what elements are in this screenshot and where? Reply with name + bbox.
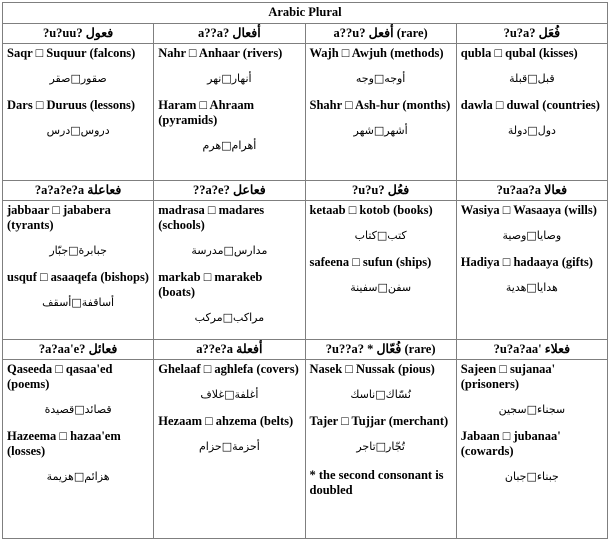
arabic-text: أشهر□شهر <box>353 124 408 137</box>
examples-cell <box>3 201 154 340</box>
examples-row-3 <box>3 360 608 539</box>
arabic-text: جبابرة□جبّار <box>49 244 107 257</box>
arabic-text: كتب□كتاب <box>354 229 407 242</box>
examples-row-1 <box>3 44 608 181</box>
examples-cell <box>154 44 305 181</box>
pattern-header: ?u?a? فُعَل <box>456 24 607 44</box>
arabic-plural-table <box>2 2 608 539</box>
transliteration: Nasek □ Nussak (pious) <box>309 362 435 376</box>
transliteration: Tajer □ Tujjar (merchant) <box>309 414 449 428</box>
arabic-text: صقور□صقر <box>49 72 107 85</box>
transliteration: Wajh □ Awjuh (methods) <box>309 46 444 60</box>
examples-cell <box>154 360 305 539</box>
arabic-text: سفن□سفينة <box>350 281 412 294</box>
pattern-header: a??e?a أفعلة <box>154 340 305 360</box>
transliteration: jabbaar □ jababera (tyrants) <box>7 203 111 232</box>
arabic-text: أهرام□هرم <box>202 139 257 152</box>
arabic-text: قصائد□قصيدة <box>44 403 112 416</box>
transliteration: ketaab □ kotob (books) <box>309 203 433 217</box>
arabic-text: وصايا□وصية <box>502 229 562 242</box>
arabic-text: هدايا□هدية <box>505 281 558 294</box>
transliteration: qubla □ qubal (kisses) <box>460 46 578 60</box>
transliteration: Wasiya □ Wasaaya (wills) <box>460 203 597 217</box>
examples-cell <box>456 360 607 539</box>
pattern-header: ?a?a?e?a فعاعلة <box>3 181 154 201</box>
pattern-header: ?u?uu? فعول <box>3 24 154 44</box>
transliteration: Dars □ Duruus (lessons) <box>7 98 136 112</box>
header-row-1 <box>3 24 608 44</box>
transliteration: markab □ marakeb (boats) <box>158 270 263 299</box>
transliteration: Haram □ Ahraam (pyramids) <box>158 98 254 127</box>
arabic-text: قبل□قبلة <box>509 72 555 85</box>
pattern-header: ?u??a? * فُعّال (rare) <box>305 340 456 360</box>
arabic-text: أنهار□نهر <box>207 72 252 85</box>
transliteration: Jabaan □ jubanaa' (cowards) <box>460 429 561 458</box>
arabic-text: دول□دولة <box>507 124 556 137</box>
transliteration: Hadiya □ hadaaya (gifts) <box>460 255 593 269</box>
arabic-text: دروس□درس <box>46 124 110 137</box>
transliteration: Hezaam □ ahzema (belts) <box>158 414 294 428</box>
pattern-header: ?u?aa?a فعالا <box>456 181 607 201</box>
examples-cell <box>456 44 607 181</box>
examples-cell <box>456 201 607 340</box>
pattern-header: ?a?aa'e? فعائل <box>3 340 154 360</box>
pattern-header: ??a?e? فعاعل <box>154 181 305 201</box>
pattern-header: a??a? أفعال <box>154 24 305 44</box>
arabic-text: مراكب□مركب <box>194 311 265 324</box>
table-title: Arabic Plural <box>3 3 608 24</box>
examples-cell <box>3 44 154 181</box>
transliteration: dawla □ duwal (countries) <box>460 98 600 112</box>
transliteration: Sajeen □ sujanaa' (prisoners) <box>460 362 556 391</box>
transliteration: safeena □ sufun (ships) <box>309 255 432 269</box>
examples-cell <box>3 360 154 539</box>
pattern-header: ?u?u? فعُل <box>305 181 456 201</box>
arabic-text: أساقفة□أسقف <box>42 296 115 309</box>
examples-row-2 <box>3 201 608 340</box>
arabic-text: سجناء□سجين <box>498 403 566 416</box>
pattern-header: ?u?a?aa' فعلاء <box>456 340 607 360</box>
examples-cell <box>305 201 456 340</box>
pattern-header: a??u? أفعل (rare) <box>305 24 456 44</box>
header-row-3 <box>3 340 608 360</box>
transliteration: Nahr □ Anhaar (rivers) <box>158 46 283 60</box>
arabic-text: أوجه□وجه <box>355 72 406 85</box>
arabic-text: جبناء□جبان <box>504 470 559 483</box>
transliteration: madrasa □ madares (schools) <box>158 203 265 232</box>
arabic-text: هزائم□هزيمة <box>46 470 110 483</box>
arabic-text: أغلفة□غلاف <box>200 388 259 401</box>
transliteration: Saqr □ Suquur (falcons) <box>7 46 136 60</box>
transliteration: Shahr □ Ash-hur (months) <box>309 98 451 112</box>
arabic-text: مدارس□مدرسة <box>191 244 268 257</box>
transliteration: usquf □ asaaqefa (bishops) <box>7 270 149 284</box>
examples-cell <box>154 201 305 340</box>
arabic-text: تُجّار□تاجر <box>356 440 405 453</box>
transliteration: Ghelaaf □ aghlefa (covers) <box>158 362 299 376</box>
footnote: * the second consonant is doubled <box>309 468 444 497</box>
transliteration: Qaseeda □ qasaa'ed (poems) <box>7 362 113 391</box>
examples-cell <box>305 44 456 181</box>
arabic-text: أحزمة□حزام <box>198 440 260 453</box>
arabic-text: نُسّاك□ناسك <box>350 388 411 401</box>
transliteration: Hazeema □ hazaa'em (losses) <box>7 429 121 458</box>
header-row-2 <box>3 181 608 201</box>
examples-cell <box>305 360 456 539</box>
